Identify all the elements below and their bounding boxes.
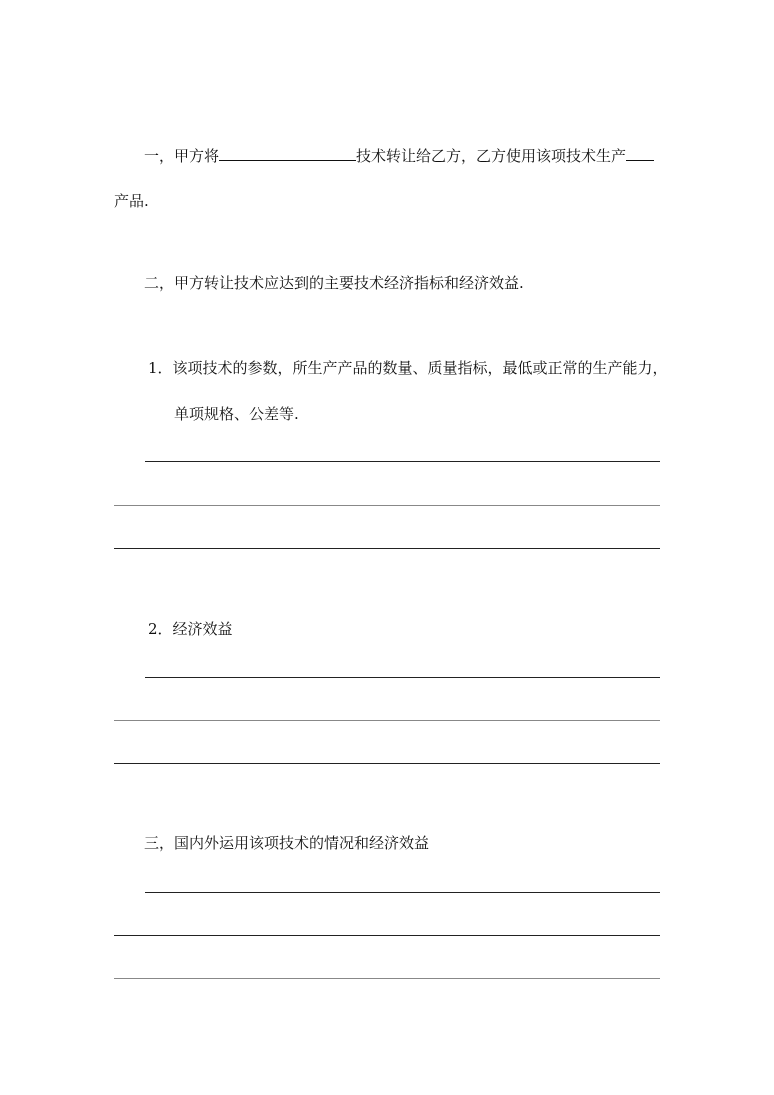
- item1-line1: 1．该项技术的参数，所生产产品的数量、质量指标，最低或正常的生产能力，: [148, 359, 668, 377]
- item2-label: 2．经济效益: [148, 620, 233, 638]
- item1-fill-line-3[interactable]: [114, 548, 660, 549]
- item2-fill-line-1[interactable]: [145, 677, 660, 678]
- item2-fill-line-2[interactable]: [114, 720, 660, 721]
- item1-fill-line-1[interactable]: [145, 461, 660, 462]
- technology-name-blank[interactable]: [219, 145, 356, 161]
- section1-prefix: 一，甲方将: [144, 147, 220, 165]
- product-name-blank[interactable]: [626, 145, 654, 161]
- section3-fill-line-1[interactable]: [145, 892, 660, 893]
- item1-line2: 单项规格、公差等.: [174, 405, 299, 423]
- section1-line2: 产品.: [114, 192, 149, 210]
- section3-fill-line-2[interactable]: [114, 935, 660, 936]
- section3-fill-line-3[interactable]: [114, 978, 660, 979]
- item2-fill-line-3[interactable]: [114, 763, 660, 764]
- item1-fill-line-2[interactable]: [114, 505, 660, 506]
- section3-heading: 三，国内外运用该项技术的情况和经济效益: [144, 834, 430, 852]
- section1-line1: [144, 145, 654, 166]
- section2-heading: 二，甲方转让技术应达到的主要技术经济指标和经济效益.: [144, 274, 524, 292]
- section1-middle: 技术转让给乙方，乙方使用该项技术生产: [356, 147, 627, 165]
